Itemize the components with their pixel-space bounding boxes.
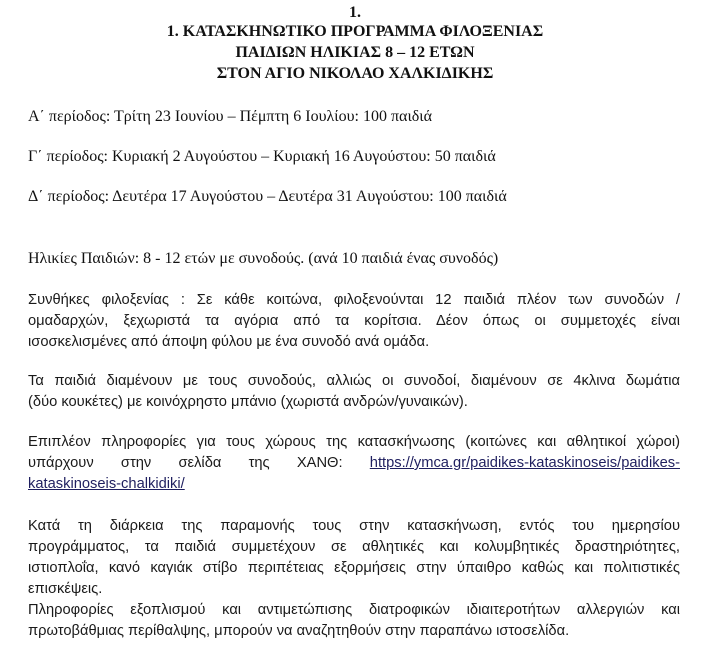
stay-line-1: Τα παιδιά διαμένουν με τους συνοδούς, αλλιώς οι συνοδοί, διαμένουν σε 4κλινα δωμάτια <box>28 373 680 389</box>
activities-line-3: ιστιοπλοΐα, κανό καγιάκ στίβο περιπέτειας εξορμήσεις στην ύπαιθρο καθώς και πολιτιστικές <box>28 560 680 576</box>
ymca-link-part-1[interactable]: https://ymca.gr/paidikes-kataskinoseis/paidikes- <box>369 455 680 471</box>
info-paragraph <box>28 432 680 495</box>
conditions-line-2: ομαδαρχών, ξεχωριστά τα αγόρια από τα κορίτσια. Δέον όπως οι συμμετοχές είναι <box>28 313 680 329</box>
period-d: Δ΄ περίοδος: Δευτέρα 17 Αυγούστου – Δευτέρα 31 Αυγούστου: 100 παιδιά <box>28 188 507 205</box>
ymca-link-part-2[interactable]: kataskinoseis-chalkidiki/ <box>28 476 185 492</box>
stay-paragraph <box>28 371 680 413</box>
conditions-line-1: Συνθήκες φιλοξενίας : Σε κάθε κοιτώνα, φιλοξενούνται 12 παιδιά πλέον των συνοδών / <box>28 292 680 308</box>
activities-line-2: προγράμματος, τα παιδιά συμμετέχουν σε αθλητικές και κολυμβητικές δραστηριότητες, <box>28 539 680 555</box>
info-line-2-text: υπάρχουν στην σελίδα της ΧΑΝΘ: <box>28 455 343 471</box>
info-line-2 <box>28 453 680 474</box>
page-number: 1. <box>349 4 361 21</box>
activities-line-4: επισκέψεις. <box>28 581 103 597</box>
activities-line-5: Πληροφορίες εξοπλισμού και αντιμετώπισης διατροφικών ιδιαιτεροτήτων αλλεργιών και <box>28 602 680 618</box>
conditions-line-3: ισοσκελισμένες από άποψη φύλου με ένα συνοδό ανά ομάδα. <box>28 334 430 350</box>
conditions-paragraph <box>28 290 680 353</box>
period-c: Γ΄ περίοδος: Κυριακή 2 Αυγούστου – Κυριακή 16 Αυγούστου: 50 παιδιά <box>28 148 496 165</box>
document-title-line-2: ΠΑΙΔΙΩΝ ΗΛΙΚΙΑΣ 8 – 12 ΕΤΩΝ <box>235 44 475 61</box>
activities-line-1: Κατά τη διάρκεια της παραμονής τους στην κατασκήνωση, εντός του ημερησίου <box>28 518 680 534</box>
document-title-line-1: 1. ΚΑΤΑΣΚΗΝΩΤΙΚΟ ΠΡΟΓΡΑΜΜΑ ΦΙΛΟΞΕΝΙΑΣ <box>166 23 544 40</box>
period-a: Α΄ περίοδος: Τρίτη 23 Ιουνίου – Πέμπτη 6 Ιουλίου: 100 παιδιά <box>28 108 432 125</box>
info-line-3 <box>28 474 680 495</box>
ages-paragraph: Ηλικίες Παιδιών: 8 - 12 ετών με συνοδούς. (ανά 10 παιδιά ένας συνοδός) <box>28 250 499 267</box>
activities-line-6: πρωτοβάθμιας περίθαλψης, μπορούν να αναζητηθούν στην παραπάνω ιστοσελίδα. <box>28 623 570 639</box>
info-line-1: Επιπλέον πληροφορίες για τους χώρους της κατασκήνωσης (κοιτώνες και αθλητικοί χώροι) <box>28 434 680 450</box>
stay-line-2: (δύο κουκέτες) με κοινόχρηστο μπάνιο (χωριστά ανδρών/γυναικών). <box>28 394 468 410</box>
document-title-line-3: ΣΤΟΝ ΑΓΙΟ ΝΙΚΟΛΑΟ ΧΑΛΚΙΔΙΚΗΣ <box>216 65 494 82</box>
activities-paragraph <box>28 516 680 642</box>
